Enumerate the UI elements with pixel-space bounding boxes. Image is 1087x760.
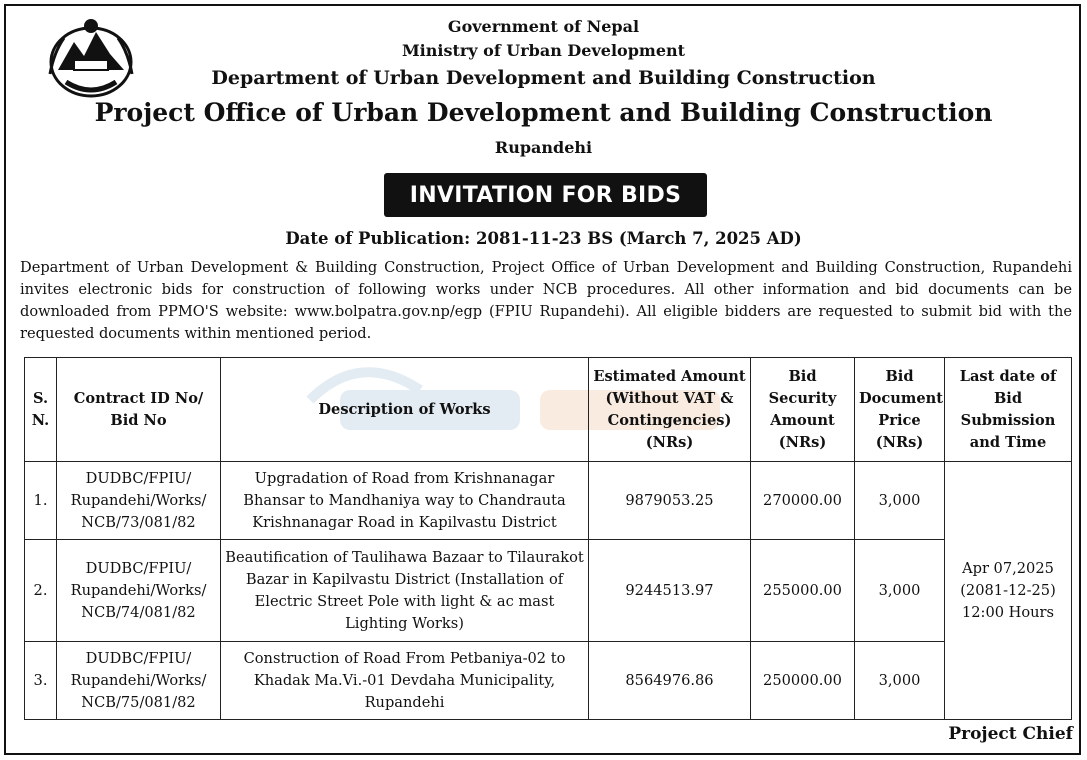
table-row <box>25 462 1072 540</box>
signature-project-chief: Project Chief <box>948 724 1073 744</box>
intro-paragraph: Department of Urban Development & Building Construction, Project Office of Urban Development and Building Construction, Rupandehi invites electronic bids for construction of following works under NCB procedures. All other information and bid documents can be downloaded from PPMO'S website: www.bolpatra.gov.np/egp (FPIU Rupandehi). All eligible bidders are requested to submit bid with the requested documents within mentioned period. <box>20 259 1072 342</box>
table-row <box>25 540 1072 642</box>
table-header-row <box>25 358 1072 462</box>
cell-estimate: 9244513.97 <box>589 540 751 642</box>
header-security: Bid Security Amount (NRs) <box>751 358 855 462</box>
ministry-title: Ministry of Urban Development <box>401 41 686 60</box>
header-sn: S. N. <box>25 358 57 462</box>
cell-estimate: 8564976.86 <box>589 642 751 720</box>
table-row <box>25 642 1072 720</box>
cell-estimate: 9879053.25 <box>589 462 751 540</box>
cell-description: Construction of Road From Petbaniya-02 to Khadak Ma.Vi.-01 Devdaha Municipality, Rupandehi <box>221 642 589 720</box>
header-contract: Contract ID No/ Bid No <box>57 358 221 462</box>
government-title: Government of Nepal <box>447 17 640 36</box>
cell-description: Upgradation of Road from Krishnanagar Bhansar to Mandhaniya way to Chandrauta Krishnanagar Road in Kapilvastu District <box>221 462 589 540</box>
cell-security: 270000.00 <box>751 462 855 540</box>
header-description: Description of Works <box>221 358 589 462</box>
header-last-date: Last date of Bid Submission and Time <box>945 358 1072 462</box>
cell-sn: 3. <box>25 642 57 720</box>
cell-description: Beautification of Taulihawa Bazaar to Tilaurakot Bazar in Kapilvastu District (Installation of Electric Street Pole with light & ac mast Lighting Works) <box>221 540 589 642</box>
cell-security: 255000.00 <box>751 540 855 642</box>
cell-doc-price: 3,000 <box>855 462 945 540</box>
location-title: Rupandehi <box>494 138 593 157</box>
cell-last-date: Apr 07,2025 (2081-12-25) 12:00 Hours <box>945 462 1072 720</box>
department-title: Department of Urban Development and Building Construction <box>211 67 876 89</box>
cell-contract: DUDBC/FPIU/ Rupandehi/Works/ NCB/75/081/82 <box>57 642 221 720</box>
header-estimate: Estimated Amount (Without VAT & Contingencies) (NRs) <box>589 358 751 462</box>
cell-sn: 2. <box>25 540 57 642</box>
cell-sn: 1. <box>25 462 57 540</box>
cell-contract: DUDBC/FPIU/ Rupandehi/Works/ NCB/73/081/82 <box>57 462 221 540</box>
cell-doc-price: 3,000 <box>855 540 945 642</box>
cell-contract: DUDBC/FPIU/ Rupandehi/Works/ NCB/74/081/82 <box>57 540 221 642</box>
cell-security: 250000.00 <box>751 642 855 720</box>
cell-doc-price: 3,000 <box>855 642 945 720</box>
office-title: Project Office of Urban Development and Building Construction <box>94 98 993 127</box>
publication-date: Date of Publication: 2081-11-23 BS (March 7, 2025 AD) <box>285 229 802 248</box>
invitation-banner: INVITATION FOR BIDS <box>384 173 707 217</box>
bids-table <box>24 357 1072 720</box>
header-doc-price: Bid Document Price (NRs) <box>855 358 945 462</box>
